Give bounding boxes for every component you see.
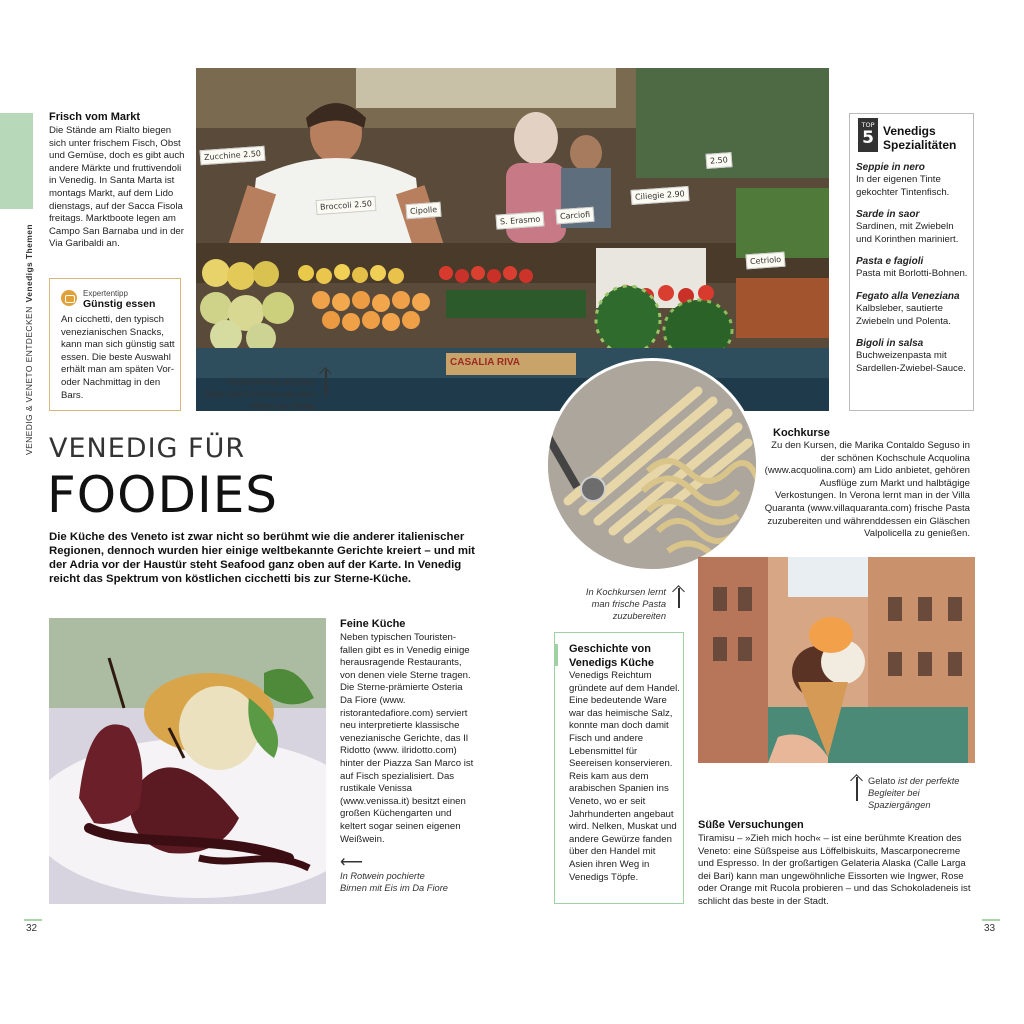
section-tab <box>0 113 33 209</box>
arrow-up-icon <box>678 588 680 608</box>
markt-title: Frisch vom Markt <box>49 111 141 123</box>
feine-block <box>340 617 475 846</box>
markt-block <box>49 110 185 251</box>
market-caption: Farbenfrohes frisches Obst und Gemüse auf dem Markt am Rialto <box>204 377 316 411</box>
page-marker-right <box>982 919 1000 921</box>
tip-label: Expertentipp <box>83 289 128 298</box>
feine-title: Feine Küche <box>340 618 406 630</box>
top5-item-desc: Buchweizenpasta mit Sardellen-Zwiebel-Sauce. <box>856 350 966 374</box>
top5-title: Venedigs Spezialitäten <box>883 124 957 152</box>
price-sign: Cipolle <box>406 202 442 219</box>
page-marker-left <box>24 919 42 921</box>
gelato-caption-word: Gelato <box>868 776 896 786</box>
price-sign: S. Erasmo <box>496 211 545 229</box>
awning-text: CASALIA RIVA <box>450 357 520 368</box>
title-line1: VENEDIG FÜR <box>49 433 246 464</box>
page-number-right: 33 <box>984 923 996 934</box>
pear-dessert-photo <box>49 618 326 904</box>
top5-item-name: Seppie in nero <box>856 162 925 173</box>
gelato-caption <box>868 775 968 811</box>
top5-item <box>856 337 970 375</box>
top5-item <box>856 255 970 281</box>
arrow-left-icon: ⟵ <box>340 854 363 871</box>
pasta-illustration <box>548 361 759 572</box>
arrow-up-icon <box>856 777 858 801</box>
kochkurse-text: Zu den Kursen, die Marika Contaldo Seguso in der schönen Kochschule Acquolina (www.acquolina.com) am Lido anbietet, gehören Ausflüge zum Markt und halbtägige Verkostungen. In Verona lernt man in der Villa Quaranta (www.villaquaranta.com) frische Pasta zuzubereiten und währenddessen ein Gläschen Valpolicella zu genießen. <box>764 440 970 540</box>
gelato-caption-rest: ist der perfekte Begleiter bei Spaziergängen <box>868 776 960 810</box>
section-label <box>24 224 34 455</box>
top5-badge <box>858 118 878 152</box>
suess-block <box>698 818 974 909</box>
suess-text: Tiramisu – »Zieh mich hoch« – ist eine berühmte Kreation des Veneto: eine Süßspeise aus Löffelbiskuits, Mascarponecreme und Espresso. In der großartigen Gelateria Alaska (Calle Larga dei Bari) kann man ungewöhnliche Eissorten wie Ingwer, Rose oder Orange mit Rucola probieren – und das Schokoladeneis ist schlicht das beste in der Stadt. <box>698 833 971 907</box>
gelato-photo <box>698 557 975 763</box>
geschichte-text: Venedigs Reichtum gründete auf dem Handel. Eine bedeutende Ware war das heimische Salz, konnte man doch damit Fisch und andere Lebensmittel für Seereisen konservieren. Reis kam aus dem arabischen Spanien ins Veneto, wo er seit Jahrhunderten angebaut wird. Nelken, Muskat und andere Gewürze fanden über den Handel mit Asien ihren Weg in Venedigs Töpfe. <box>569 670 680 883</box>
top5-item <box>856 208 970 246</box>
top5-item-name: Sarde in saor <box>856 209 920 221</box>
top5-item <box>856 290 970 328</box>
top5-list <box>856 161 970 375</box>
geschichte-title: Geschichte von Venedigs Küche <box>569 643 654 669</box>
top5-item-desc: Sardinen, mit Zwiebeln und Korinthen mariniert. <box>856 221 959 245</box>
tip-title: Günstig essen <box>83 298 156 310</box>
top5-item-desc: Kalbsleber, sautierte Zwiebeln und Polenta. <box>856 302 951 327</box>
feine-text: Neben typischen Touristenfallen gibt es in Venedig einige herausragende Restaurants, von denen viele Sterne tragen. Die Sterne-prämierte Osteria Da Fiore (www. ristorantedafiore.com) serviert neu interpretierte klassische venezianische Gerichte, das Il Ridotto (www. ilridotto.com) hinter der Piazza San Marco ist auf Fisch spezialisiert. Das rustikale Venissa (www.venissa.it) besitzt einen großen Küchengarten und keltert sogar seinen eigenen Weißwein. <box>340 632 474 845</box>
market-photo <box>196 68 829 411</box>
top5-badge-num: 5 <box>862 128 874 148</box>
section-name: VENEDIG & VENETO ENTDECKEN <box>24 306 34 455</box>
price-sign: Ciliegie 2.90 <box>631 186 690 205</box>
price-sign: Broccoli 2.50 <box>316 196 377 215</box>
suess-title: Süße Versuchungen <box>698 819 804 831</box>
markt-text: Die Stände am Rialto biegen sich unter frischem Fisch, Obst und Gemüse, doch es gibt auch andere Märkte und fruttivendoli in Venedig. In Santa Marta ist montags Markt, auf dem Lido dienstags, auf der Sacca Fisola freitags. Marktboote legen am Campo San Barnaba und in der Via Garibaldi an. <box>49 125 185 250</box>
page-number-left: 32 <box>26 923 38 934</box>
speech-bubble-icon <box>61 290 77 306</box>
pear-illustration <box>49 618 326 904</box>
price-sign: 2.50 <box>706 152 733 169</box>
pasta-caption: In Kochkursen lernt man frische Pasta zuzubereiten <box>585 587 666 621</box>
gelato-illustration <box>698 557 975 763</box>
top5-item <box>856 161 970 199</box>
title-line2: FOODIES <box>47 466 279 524</box>
arrow-up-icon <box>325 370 327 396</box>
kochkurse-title: Kochkurse <box>773 427 830 439</box>
top5-item-desc: Pasta mit Borlotti-Bohnen. <box>856 268 968 280</box>
top5-item-name: Fegato alla Veneziana <box>856 290 960 302</box>
price-sign: Cetriolo <box>746 252 786 270</box>
pasta-photo <box>545 358 759 572</box>
top5-item-desc: In der eigenen Tinte gekochter Tintenfisch. <box>856 174 950 198</box>
top5-badge-top: TOP <box>861 121 875 129</box>
theme-name: Venedigs Themen <box>24 224 34 303</box>
price-sign: Zucchine 2.50 <box>200 146 266 165</box>
price-sign: Carciofi <box>556 207 595 225</box>
geschichte-accent <box>554 644 558 666</box>
top5-item-name: Pasta e fagioli <box>856 256 924 268</box>
top5-item-name: Bigoli in salsa <box>856 338 924 350</box>
tip-text: An cicchetti, den typisch venezianischen Snacks, kann man sich günstig satt essen. Die beste Auswahl erhält man am späten Vor- oder Nachmittag in den Bars. <box>61 314 175 401</box>
pear-caption: In Rotwein pochierte Birnen mit Eis im Da Fiore <box>340 871 448 893</box>
intro-text: Die Küche des Veneto ist zwar nicht so berühmt wie die anderer italienischer Regionen, dennoch wurden hier einige weltbekannte Gerichte kreiert – und mit der Adria vor der Haustür steht Seafood ganz oben auf der Karte. In Venedig reicht das Spektrum von köstlichen cicchetti bis zur Sterne-Küche. <box>49 531 475 585</box>
